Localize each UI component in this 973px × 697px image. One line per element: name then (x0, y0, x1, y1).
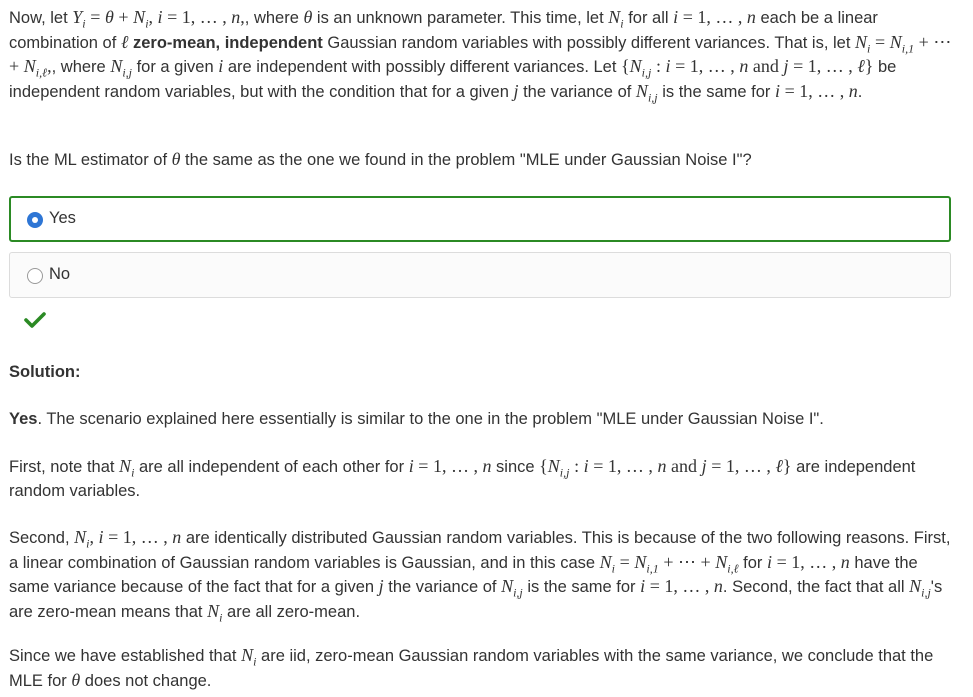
solution-paragraph: Yes. The scenario explained here essentially is similar to the one in the problem "MLE under Gaussian Noise I". (9, 410, 824, 428)
solution-heading: Solution: (9, 363, 81, 381)
solution-paragraph: First, note that $N_i$ are all independent of each other for i = 1, … , n since {$N_{i,j}$ : i = 1, … , n and j = 1, … , ℓ} are independent random variables. (9, 456, 916, 500)
option-label: No (49, 265, 71, 283)
problem-statement: Now, let $Y_i = \theta + N_i$, i = 1, … , n,, where θ is an unknown parameter. This time, let $N_i$ for all i = 1, … , n each be a linear combination of ℓ zero-mean, independent Gaussian random variables with possibly different variances. That is, let $N_i = N_{i,1}$ + ⋯ + $N_{i,\ell}$,, where $N_{i,j}$ for a given i are independent with possibly different variances. Let {$N_{i,j}$ : i = 1, … , n and j = 1, … , ℓ} be independent random variables, but with the condition that for a given j the variance of $N_{i,j}$ is the same for i = 1, … , n. (9, 7, 952, 105)
solution-paragraph: Second, $N_i$, i = 1, … , n are identically distributed Gaussian random variables. This is because of the two following reasons. First, a linear combination of Gaussian random variables is Gaussian, and in this case $N_i = N_{i,1}$ + ⋯ + $N_{i,\ell}$ for i = 1, … , n have the same variance because of the fact that for a given j the variance of $N_{i,j}$ is the same for i = 1, … , n. Second, the fact that all $N_{i,j}'s$ are zero-mean means that $N_i$ are all zero-mean. (9, 527, 951, 625)
radio-button[interactable] (27, 268, 43, 284)
option-yes[interactable] (9, 196, 951, 242)
question-text: Is the ML estimator of θ the same as the one we found in the problem "MLE under Gaussian Noise I"? (9, 149, 752, 169)
solution-paragraph: Since we have established that $N_i$ are iid, zero-mean Gaussian random variables with the same variance, we conclude that the MLE for θ does not change. (9, 645, 934, 690)
checkmark-icon (24, 311, 46, 329)
option-label: Yes (49, 209, 76, 227)
option-no[interactable] (9, 252, 951, 298)
radio-button-checked[interactable] (27, 212, 43, 228)
